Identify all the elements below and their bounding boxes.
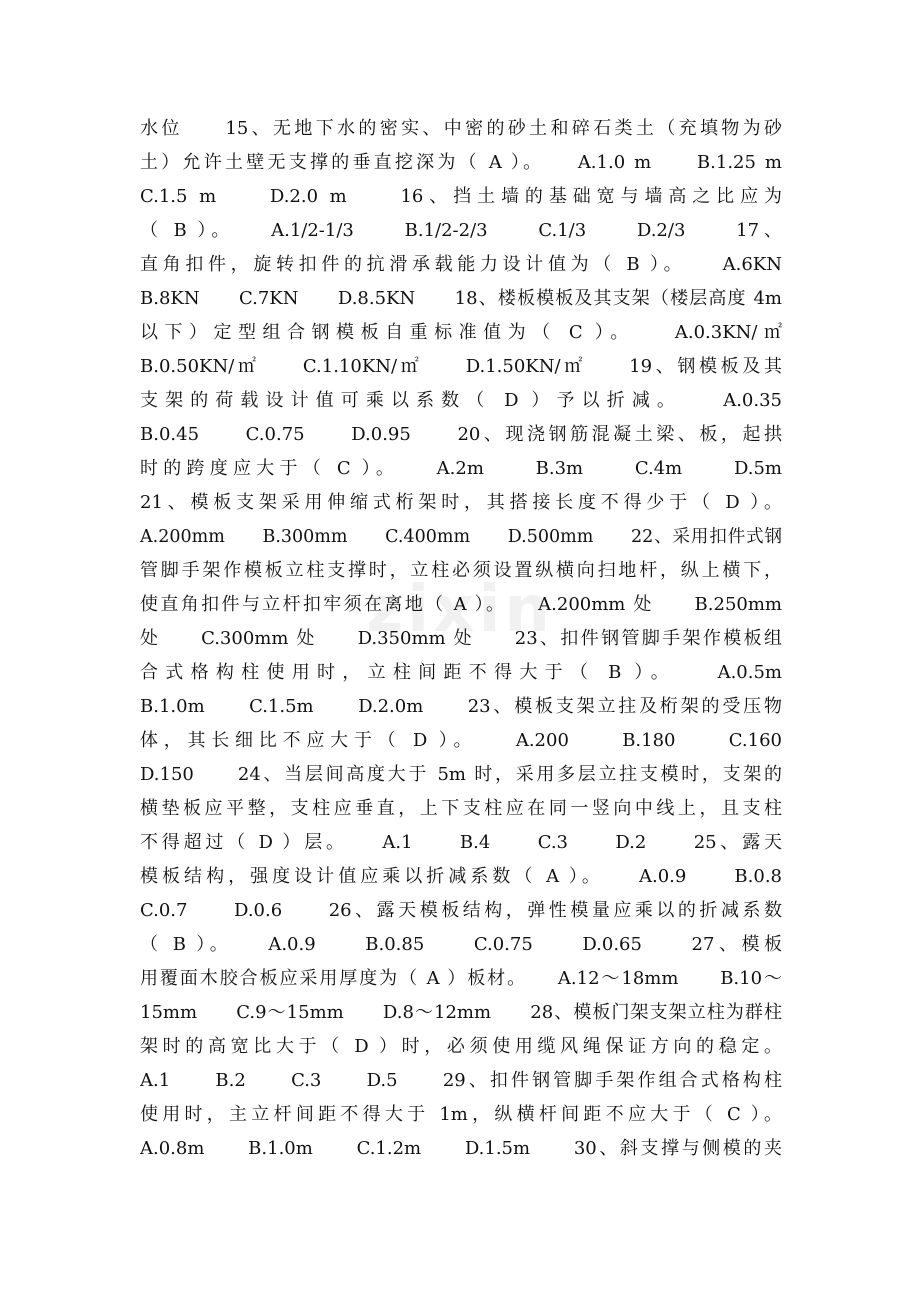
text-line: C.1.5 m D.2.0 m 16、挡土墙的基础宽与墙高之比应为 <box>140 186 782 207</box>
text-line: （ B ）。 A.1/2-1/3 B.1/2-2/3 C.1/3 D.2/3 17、 <box>140 220 782 241</box>
text-line: A.0.8m B.1.0m C.1.2m D.1.5m 30、斜支撑与侧模的夹 <box>140 1138 782 1159</box>
text-line: 架时的高宽比大于（ D ）时，必须使用缆风绳保证方向的稳定。 <box>140 1036 782 1057</box>
text-line: 横垫板应平整，支柱应垂直，上下支柱应在同一竖向中线上，且支柱 <box>140 798 782 819</box>
text-line: 时的跨度应大于（ C ）。 A.2m B.3m C.4m D.5m <box>140 458 782 479</box>
text-line: 使用时，主立杆间距不得大于 1m，纵横杆间距不应大于（ C ）。 <box>140 1104 782 1125</box>
text-line: A.1 B.2 C.3 D.5 29、扣件钢管脚手架作组合式格构柱 <box>140 1070 782 1091</box>
text-line: 处 C.300mm 处 D.350mm 处 23、扣件钢管脚手架作模板组 <box>140 628 782 649</box>
text-line: B.0.50KN/㎡ C.1.10KN/㎡ D.1.50KN/㎡ 19、钢模板及其 <box>140 356 782 377</box>
text-line: A.200mm B.300mm C.400mm D.500mm 22、采用扣件式钢 <box>140 527 782 547</box>
text-line: 体，其长细比不应大于（ D ）。 A.200 B.180 C.160 <box>140 730 782 751</box>
text-line: 直角扣件，旋转扣件的抗滑承载能力设计值为（ B ）。 A.6KN <box>140 254 782 275</box>
body-text <box>140 112 782 1166</box>
text-line: 管脚手架作模板立柱支撑时，立柱必须设置纵横向扫地杆，纵上横下， <box>140 560 782 581</box>
text-line: B.1.0m C.1.5m D.2.0m 23、模板支架立拄及桁架的受压物 <box>140 696 782 717</box>
watermark: zixin <box>366 573 554 647</box>
text-line: B.8KN C.7KN D.8.5KN 18、楼板模板及其支架（楼层高度 4m <box>140 288 782 309</box>
text-line: C.0.7 D.0.6 26、露天模板结构，弹性模量应乘以的折减系数 <box>140 900 782 921</box>
text-line: 合式格构柱使用时，立柱间距不得大于（ B ）。 A.0.5m <box>140 662 782 683</box>
text-line: 15mm C.9～15mm D.8～12mm 28、模板门架支架立柱为群柱 <box>140 1002 782 1023</box>
text-line: 模板结构，强度设计值应乘以折减系数（ A ）。 A.0.9 B.0.8 <box>140 866 782 887</box>
text-line: 以下）定型组合钢模板自重标准值为（ C ）。 A.0.3KN/㎡ <box>140 322 782 343</box>
text-line: （ B ）。 A.0.9 B.0.85 C.0.75 D.0.65 27、模板 <box>140 934 782 955</box>
text-line: 水位 15、无地下水的密实、中密的砂土和碎石类土（充填物为砂 <box>140 118 782 139</box>
text-line: 使直角扣件与立杆扣牢须在离地（ A ）。 A.200mm 处 B.250mm <box>140 594 782 615</box>
text-line: B.0.45 C.0.75 D.0.95 20、现浇钢筋混凝土梁、板，起拱 <box>140 424 782 445</box>
text-line: 不得超过（ D ）层。 A.1 B.4 C.3 D.2 25、露天 <box>140 832 782 853</box>
text-line: 用覆面木胶合板应采用厚度为（ A ）板材。 A.12～18mm B.10～ <box>140 968 782 989</box>
text-line: D.150 24、当层间高度大于 5m 时，采用多层立拄支模时，支架的 <box>140 764 782 785</box>
text-line: 支架的荷载设计值可乘以系数（ D ）予以折减。 A.0.35 <box>140 390 782 411</box>
text-line: 土）允许土壁无支撑的垂直挖深为（ A ）。 A.1.0 m B.1.25 m <box>140 152 782 173</box>
text-line: 21、模板支架采用伸缩式桁架时，其搭接长度不得少于（ D ）。 <box>140 492 782 513</box>
